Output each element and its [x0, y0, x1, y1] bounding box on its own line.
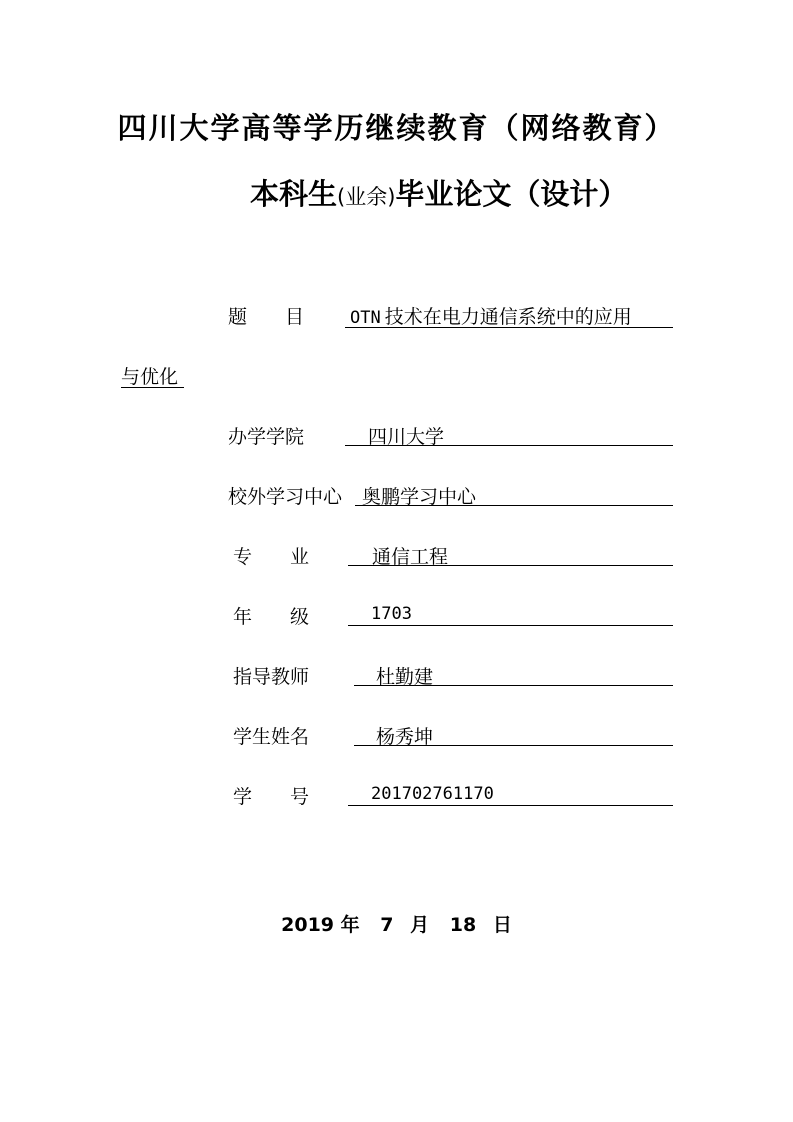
major-underline	[348, 565, 673, 566]
topic-label: 题 目	[228, 306, 305, 328]
topic-value-otn: OTN	[350, 308, 381, 328]
center-value: 奥鹏学习中心	[362, 486, 477, 508]
document-title-line2	[250, 172, 627, 213]
date-year-unit: 年	[340, 914, 360, 936]
student-underline	[354, 745, 673, 746]
advisor-underline	[354, 685, 673, 686]
submission-date	[0, 910, 793, 937]
date-month: 7	[380, 914, 394, 936]
center-underline	[355, 505, 673, 506]
college-value: 四川大学	[368, 426, 445, 448]
college-label: 办学学院	[228, 426, 305, 448]
major-value: 通信工程	[372, 546, 449, 568]
major-label: 专 业	[233, 546, 310, 568]
grade-underline	[348, 625, 673, 626]
student-id-underline	[348, 805, 673, 806]
title-part-parttime: (业余)	[337, 185, 396, 209]
document-title-line1: 四川大学高等学历继续教育（网络教育）	[117, 111, 676, 145]
date-year: 2019	[281, 914, 335, 936]
topic-value	[350, 302, 632, 329]
title-part-thesis: 毕业论文（设计）	[395, 177, 628, 211]
center-label: 校外学习中心	[228, 486, 343, 508]
student-id-label: 学 号	[233, 786, 310, 808]
student-value: 杨秀坤	[376, 726, 434, 748]
topic-value-rest: 技术在电力通信系统中的应用	[384, 306, 632, 328]
grade-value: 1703	[371, 604, 412, 624]
grade-label: 年 级	[233, 606, 310, 628]
date-month-unit: 月	[410, 914, 430, 936]
advisor-value: 杜勤建	[376, 666, 434, 688]
topic-underline	[345, 327, 673, 328]
date-day: 18	[449, 914, 477, 936]
college-underline	[345, 445, 673, 446]
title-part-undergrad: 本科生	[250, 177, 338, 211]
topic-value-continued: 与优化	[121, 366, 179, 388]
student-id-value: 201702761170	[371, 784, 494, 804]
date-day-unit: 日	[492, 914, 512, 936]
advisor-label: 指导教师	[233, 666, 310, 688]
student-label: 学生姓名	[233, 726, 310, 748]
topic-underline-2	[121, 387, 184, 388]
